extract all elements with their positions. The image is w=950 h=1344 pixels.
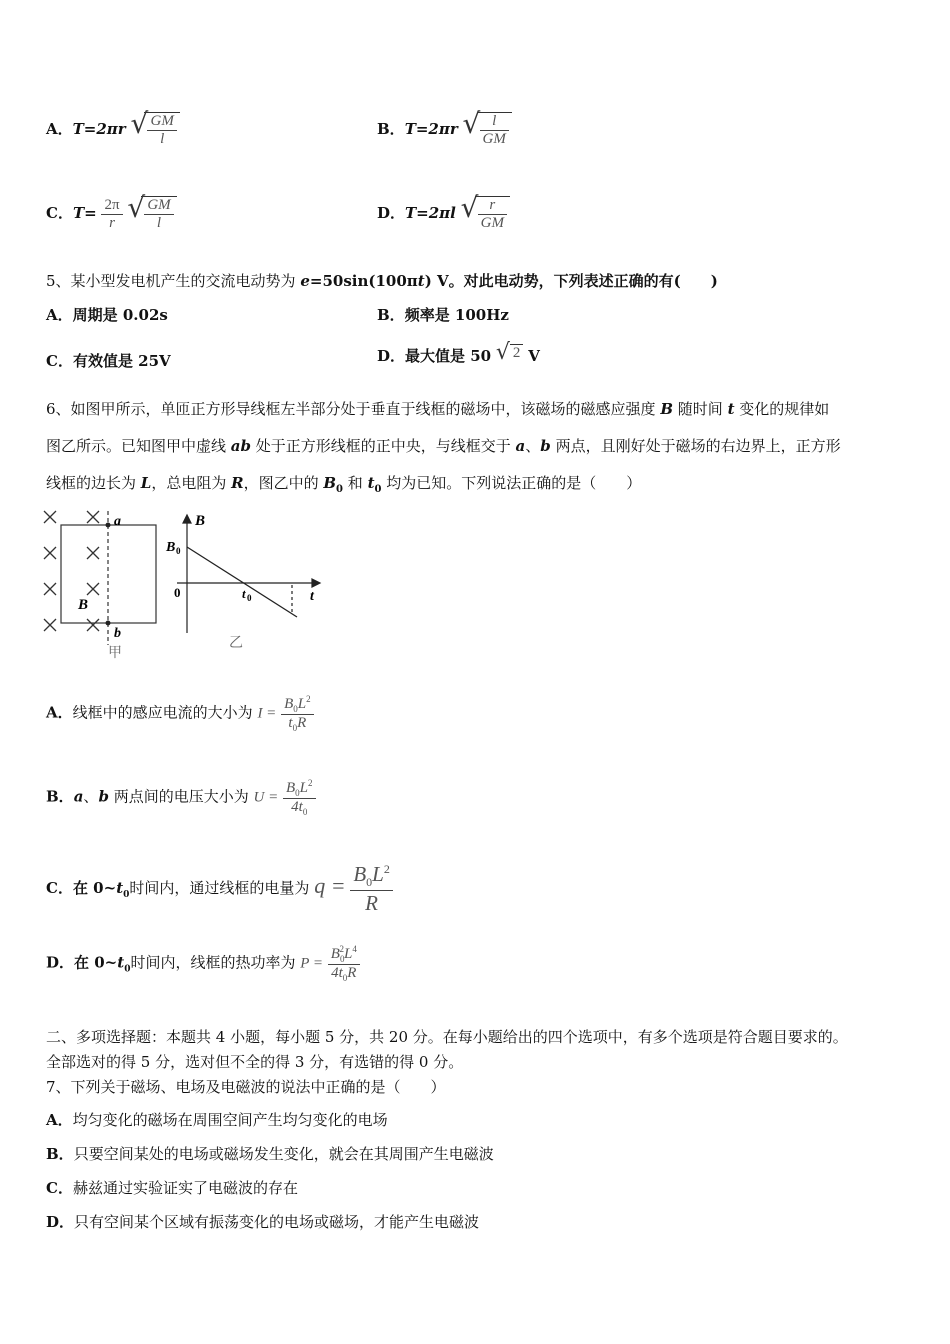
q5-option-b[interactable]: B．频率是 100Hz: [377, 306, 509, 324]
q7-option-b[interactable]: B．只要空间某处的电场或磁场发生变化，就会在其周围产生电磁波: [46, 1145, 494, 1163]
fraction: $\frac{2\pi}{r}$: [101, 197, 122, 232]
q4-option-b[interactable]: B．T=2πr √ $\frac{l}{GM}$: [377, 112, 512, 148]
q5-option-a[interactable]: A．周期是 0.02s: [46, 306, 168, 324]
sqrt-formula: √ $\frac{GM}{l}$: [127, 196, 176, 232]
q7-option-d[interactable]: D．只有空间某个区域有振荡变化的电场或磁场，才能产生电磁波: [46, 1213, 480, 1231]
axis-t-label: t: [310, 589, 314, 604]
q6-option-a[interactable]: A．线框中的感应电流的大小为 I = $\frac{B_0L^2}{t_0R}$: [46, 694, 314, 733]
fraction: $\frac{B_0^2L^4}{4t_0R}$: [328, 944, 360, 983]
fraction: $\frac{B_0L^2}{4t_0}$: [283, 778, 316, 817]
figure-jia: [44, 511, 156, 645]
q7-option-a[interactable]: A．均匀变化的磁场在周围空间产生均匀变化的电场: [46, 1111, 388, 1129]
q5-option-c[interactable]: C．有效值是 25V: [46, 352, 171, 370]
caption-yi: 乙: [229, 635, 243, 651]
caption-jia: 甲: [108, 645, 122, 661]
axis-B-arrow: [183, 515, 191, 523]
q6-option-c[interactable]: C．在 $0\sim t_0$时间内，通过线框的电量为 q = $\frac{B_0L^2}{R}$: [46, 862, 393, 916]
tick-B0: B: [166, 540, 176, 555]
q4-option-d[interactable]: D．T=2πl √ $\frac{r}{GM}$: [377, 196, 510, 232]
sqrt-formula: √ $\frac{l}{GM}$: [463, 112, 512, 148]
q6-stem-line-1: 6、如图甲所示，单匝正方形导线框左半部分处于垂直于线框的磁场中，该磁场的磁感应强度 B 随时间 t 变化的规律如: [46, 400, 830, 418]
axis-B-label: B: [195, 513, 206, 529]
fraction: $\frac{B_0L^2}{R}$: [350, 862, 393, 916]
tick-t0: t: [242, 586, 246, 601]
axis-t-arrow: [312, 579, 320, 587]
tick-t0-sub: 0: [247, 593, 252, 603]
q5-stem: 5、某小型发电机产生的交流电动势为 e=50sin(100πt) V。对此电动势，下列表述正确的有( ): [46, 272, 718, 290]
point-a: [106, 523, 111, 528]
figure-yi: [177, 515, 320, 633]
q4-option-c[interactable]: C．T= $\frac{2\pi}{r}$ √ $\frac{GM}{l}$: [46, 196, 177, 232]
q7-stem: 7、下列关于磁场、电场及电磁波的说法中正确的是（ ）: [46, 1078, 446, 1096]
sqrt-formula: √ $\frac{GM}{l}$: [130, 112, 179, 148]
B-line: [187, 547, 297, 617]
label-b: b: [114, 626, 121, 641]
q6-stem-line-3: 线框的边长为 L，总电阻为 R，图乙中的 $B_0$ 和 $t_0$ 均为已知。下列说法正确的是（ ）: [46, 474, 642, 495]
point-b: [106, 621, 111, 626]
q6-figure: [40, 505, 340, 665]
q4-option-a[interactable]: A．T=2πr √ $\frac{GM}{l}$: [46, 112, 180, 148]
fraction: $\frac{B_0L^2}{t_0R}$: [281, 694, 314, 733]
q6-option-b[interactable]: B．a、b 两点间的电压大小为 U = $\frac{B_0L^2}{4t_0}$: [46, 778, 316, 817]
label-field-B: B: [78, 597, 89, 613]
sqrt-formula: √ $\frac{r}{GM}$: [461, 196, 510, 232]
origin-label: 0: [174, 585, 181, 600]
sqrt-formula: √ 2: [496, 344, 524, 362]
section2-heading-line-1: 二、多项选择题：本题共 4 小题，每小题 5 分，共 20 分。在每小题给出的四个选项中，有多个选项是符合题目要求的。: [46, 1028, 848, 1046]
q6-option-d[interactable]: D．在 $0\sim t_0$时间内，线框的热功率为 P = $\frac{B_0^2L^4}{4t_0R}$: [46, 944, 360, 983]
q6-stem-line-2: 图乙所示。已知图甲中虚线 ab 处于正方形线框的正中央，与线框交于 a、b 两点，且刚好处于磁场的右边界上，正方形: [46, 437, 841, 455]
tick-B0-sub: 0: [176, 546, 181, 556]
q7-option-c[interactable]: C．赫兹通过实验证实了电磁波的存在: [46, 1179, 298, 1197]
label-a: a: [114, 514, 121, 529]
field-crosses: [44, 511, 99, 631]
q5-option-d[interactable]: D．最大值是 50 √ 2 V: [377, 340, 540, 365]
section2-heading-line-2: 全部选对的得 5 分，选对但不全的得 3 分，有选错的得 0 分。: [46, 1053, 464, 1071]
